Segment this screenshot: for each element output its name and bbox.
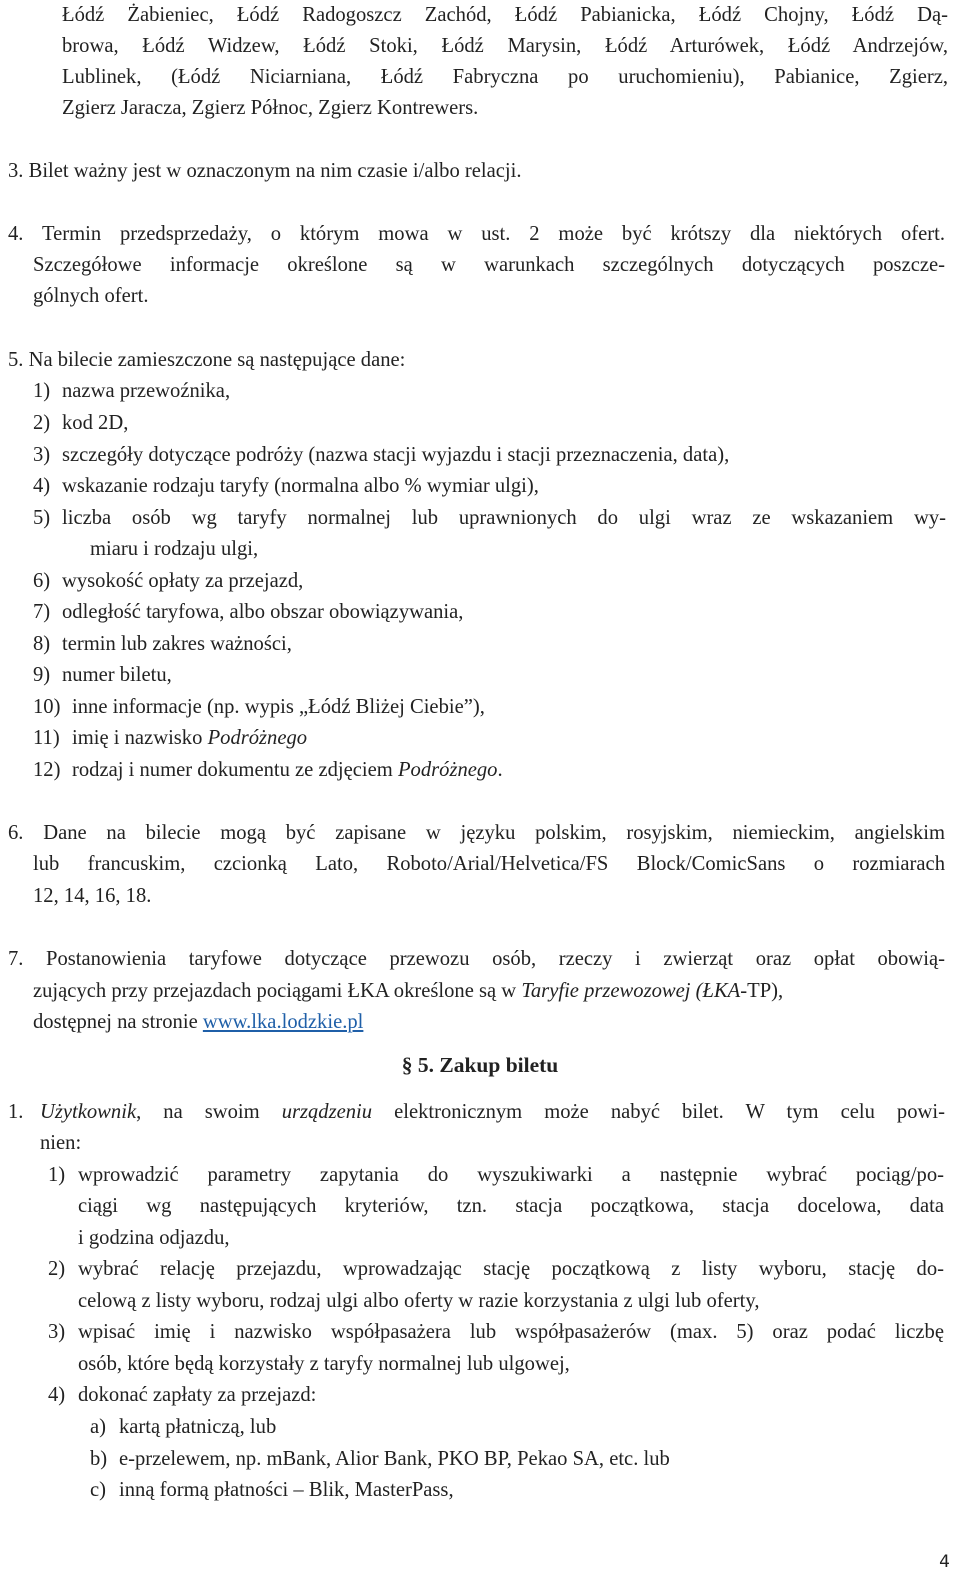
item-label: 1) xyxy=(48,1164,66,1186)
item-text-plain: rodzaj i numer dokumentu ze zdjęciem xyxy=(72,759,398,781)
item-label: 8) xyxy=(33,633,51,655)
text-line: nien: xyxy=(40,1132,82,1154)
item-text-continued: i godzina odjazdu, xyxy=(78,1227,230,1249)
item-label: 6) xyxy=(33,570,51,592)
text-line: lub francuskim, czcionką Lato, Roboto/Arial/Helvetica/FS Block/ComicSans o rozmiarach xyxy=(33,853,945,875)
item-text: wprowadzić parametry zapytania do wyszukiwarki a następnie wybrać pociąg/po- xyxy=(78,1164,944,1186)
lka-website-link[interactable]: www.lka.lodzkie.pl xyxy=(202,1011,364,1033)
text-line: 4. Termin przedsprzedaży, o którym mowa w ust. 2 może być krótszy dla niektórych ofert. xyxy=(8,223,945,245)
item-text-continued: celową z listy wyboru, rodzaj ulgi albo oferty w razie korzystania z ulgi lub oferty, xyxy=(78,1290,760,1312)
sub-item-label: b) xyxy=(90,1448,108,1470)
item-text-tail: . xyxy=(497,759,503,781)
item-label: 2) xyxy=(33,412,51,434)
item-text-continued: osób, które będą korzystały z taryfy normalnej lub ulgowej, xyxy=(78,1353,570,1375)
item-text: termin lub zakres ważności, xyxy=(62,633,292,655)
text-line: Szczegółowe informacje określone są w warunkach szczególnych dotyczących poszcze- xyxy=(33,254,945,276)
item-text: dokonać zapłaty za przejazd: xyxy=(78,1384,317,1406)
item-label: 4) xyxy=(48,1384,66,1406)
item-text: numer biletu, xyxy=(62,664,172,686)
text-line xyxy=(40,1097,945,1129)
text-plain: dostępnej na stronie xyxy=(33,1011,203,1033)
paragraph-3: 3. Bilet ważny jest w oznaczonym na nim czasie i/albo relacji. xyxy=(8,160,522,182)
item-text: inne informacje (np. wypis „Łódź Bliżej Ciebie”), xyxy=(72,696,485,718)
paragraph-5-lead: 5. Na bilecie zamieszczone są następujące dane: xyxy=(8,349,406,371)
text-plain: -TP), xyxy=(740,980,784,1002)
item-label: 11) xyxy=(33,727,60,749)
item-label: 2) xyxy=(48,1258,66,1280)
paragraph-label: 1. xyxy=(8,1101,24,1123)
item-text: wpisać imię i nazwisko współpasażera lub współpasażerów (max. 5) oraz podać liczbę xyxy=(78,1321,944,1343)
sub-item-label: a) xyxy=(90,1416,106,1438)
text-italic: Użytkownik xyxy=(40,1101,137,1123)
item-label: 5) xyxy=(33,507,51,529)
text-line xyxy=(33,1007,363,1039)
text-line: Łódź Żabieniec, Łódź Radogoszcz Zachód, Łódź Pabianicka, Łódź Chojny, Łódź Dą- xyxy=(62,4,948,26)
item-text-italic: Podróżnego xyxy=(207,727,308,749)
item-text: szczegóły dotyczące podróży (nazwa stacji wyjazdu i stacji przeznaczenia, data), xyxy=(62,444,730,466)
item-text: wybrać relację przejazdu, wprowadzając stację początkową z listy wyboru, stację do- xyxy=(78,1258,944,1280)
item-text: wskazanie rodzaju taryfy (normalna albo % wymiar ulgi), xyxy=(62,475,539,497)
item-label: 10) xyxy=(33,696,61,718)
item-text: odległość taryfowa, albo obszar obowiązywania, xyxy=(62,601,464,623)
text-plain: elektronicznym może nabyć bilet. W tym celu powi- xyxy=(372,1101,945,1123)
sub-item-text: kartą płatniczą, lub xyxy=(119,1416,277,1438)
section-heading: § 5. Zakup biletu xyxy=(401,1053,559,1077)
item-text: kod 2D, xyxy=(62,412,129,434)
item-text-continued: miaru i rodzaju ulgi, xyxy=(90,538,259,560)
item-text xyxy=(72,723,307,755)
text-line: browa, Łódź Widzew, Łódź Stoki, Łódź Marysin, Łódź Arturówek, Łódź Andrzejów, xyxy=(62,35,948,57)
text-line: gólnych ofert. xyxy=(33,285,149,307)
text-line: 7. Postanowienia taryfowe dotyczące przewozu osób, rzeczy i zwierząt oraz opłat obowią- xyxy=(8,948,945,970)
item-text xyxy=(72,755,503,787)
item-text: liczba osób wg taryfy normalnej lub uprawnionych do ulgi wraz ze wskazaniem wy- xyxy=(62,507,946,529)
sub-item-text: inną formą płatności – Blik, MasterPass, xyxy=(119,1479,454,1501)
text-line: 6. Dane na bilecie mogą być zapisane w języku polskim, rosyjskim, niemieckim, angielskim xyxy=(8,822,945,844)
item-label: 4) xyxy=(33,475,51,497)
text-line: Zgierz Jaracza, Zgierz Północ, Zgierz Kontrewers. xyxy=(62,97,479,119)
item-label: 7) xyxy=(33,601,51,623)
item-label: 1) xyxy=(33,380,51,402)
sub-item-text: e-przelewem, np. mBank, Alior Bank, PKO BP, Pekao SA, etc. lub xyxy=(119,1448,670,1470)
text-italic: urządzeniu xyxy=(281,1101,373,1123)
text-line xyxy=(33,976,783,1008)
item-label: 3) xyxy=(33,444,51,466)
page-number: 4 xyxy=(939,1552,950,1572)
text-plain: zujących przy przejazdach pociągami ŁKA określone są w xyxy=(33,980,522,1002)
item-text-plain: imię i nazwisko xyxy=(72,727,208,749)
item-text: wysokość opłaty za przejazd, xyxy=(62,570,304,592)
text-line: Lublinek, (Łódź Niciarniana, Łódź Fabryczna po uruchomieniu), Pabianice, Zgierz, xyxy=(62,66,948,88)
item-text: nazwa przewoźnika, xyxy=(62,380,231,402)
sub-item-label: c) xyxy=(90,1479,106,1501)
item-text-italic: Podróżnego xyxy=(397,759,498,781)
text-plain: , na swoim xyxy=(136,1101,282,1123)
item-text-continued: ciągi wg następujących kryteriów, tzn. stacja początkowa, stacja docelowa, data xyxy=(78,1195,944,1217)
item-label: 9) xyxy=(33,664,51,686)
item-label: 12) xyxy=(33,759,61,781)
item-label: 3) xyxy=(48,1321,66,1343)
text-line: 12, 14, 16, 18. xyxy=(33,885,152,907)
text-italic: Taryfie przewozowej (ŁKA xyxy=(521,980,741,1002)
